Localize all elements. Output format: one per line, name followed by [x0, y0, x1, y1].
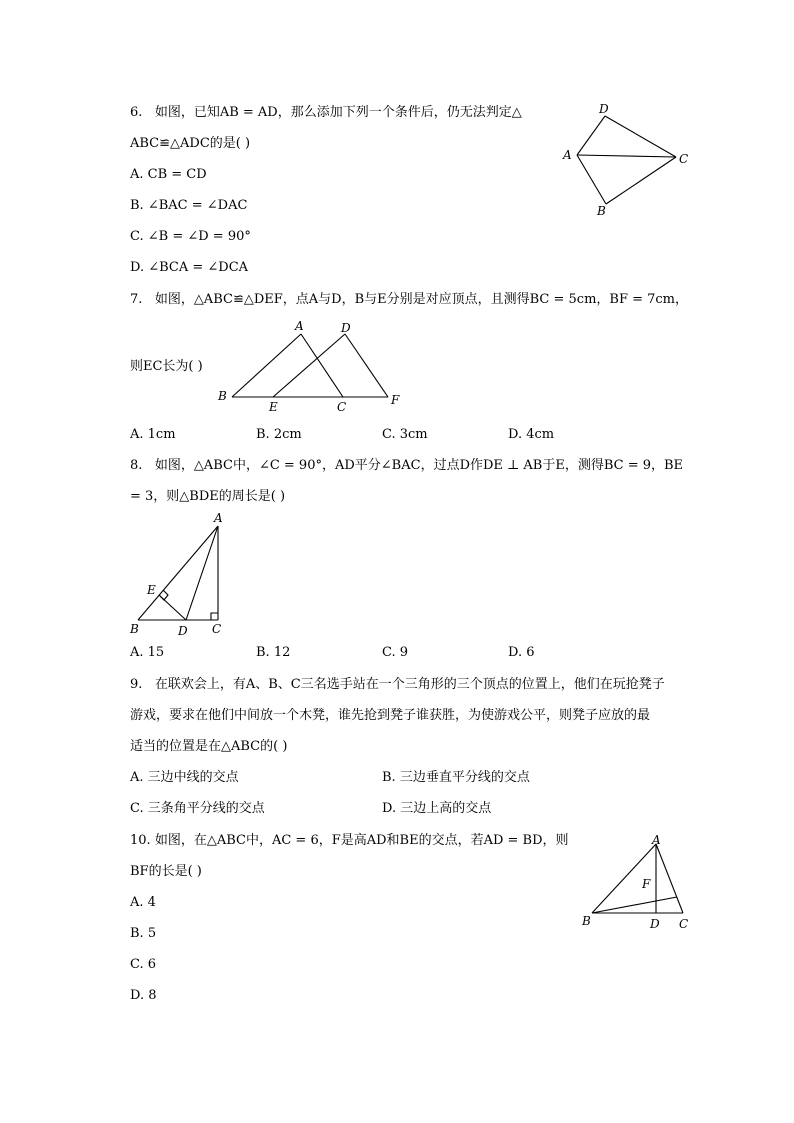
- label-e: E: [269, 400, 278, 414]
- question-6-stem-line-2: ABC≌△ADC的是( ): [130, 136, 251, 151]
- question-10-option-c[interactable]: C. 6: [130, 957, 157, 972]
- label-d: D: [599, 102, 609, 116]
- segment-ed: [273, 334, 345, 397]
- question-7-text-1: 如图，△ABC≌△DEF，点A与D，B与E分别是对应顶点，且测得BC = 5cm，BF = 7cm，: [154, 292, 689, 307]
- label-e: E: [147, 583, 156, 597]
- question-7-option-a[interactable]: A. 1cm: [130, 427, 176, 442]
- question-8-option-c[interactable]: C. 9: [382, 645, 409, 660]
- question-10-text-1: 如图，在△ABC中，AC = 6，F是高AD和BE的交点，若AD = BD，则: [154, 833, 569, 848]
- question-8-text-1: 如图，△ABC中，∠C = 90°，AD平分∠BAC，过点D作DE ⊥ AB于E，测得BC = 9，BE: [154, 458, 684, 473]
- segment-df: [345, 334, 388, 397]
- question-7-option-d[interactable]: D. 4cm: [508, 427, 555, 442]
- label-b: B: [130, 622, 139, 636]
- question-6-number: 6.: [130, 105, 143, 120]
- label-d: D: [650, 917, 660, 931]
- question-10-stem-line-2: BF的长是( ): [130, 864, 202, 879]
- segment-ba: [232, 334, 301, 397]
- question-7-stem-line-1: [130, 290, 688, 310]
- question-9-option-d[interactable]: D. 三边上高的交点: [382, 801, 492, 816]
- question-6-text-1: 如图，已知AB = AD，那么添加下列一个条件后，仍无法判定△: [154, 105, 522, 120]
- question-10-option-d[interactable]: D. 8: [130, 988, 157, 1003]
- question-9-option-b[interactable]: B. 三边垂直平分线的交点: [382, 770, 530, 785]
- question-10-option-a[interactable]: A. 4: [130, 895, 156, 910]
- question-6-option-a[interactable]: A. CB = CD: [130, 167, 207, 182]
- question-9-stem-line-2: 游戏，要求在他们中间放一个木凳，谁先抢到凳子谁获胜，为使游戏公平，则凳子应放的最: [130, 708, 651, 723]
- question-8-stem-line-2: = 3，则△BDE的周长是( ): [130, 489, 286, 504]
- question-10-number: 10.: [130, 833, 151, 848]
- segment-ab: [577, 155, 606, 204]
- label-a: A: [652, 833, 661, 847]
- question-8-option-a[interactable]: A. 15: [130, 645, 165, 660]
- label-a: A: [295, 319, 304, 333]
- question-6-option-c[interactable]: C. ∠B = ∠D = 90°: [130, 229, 251, 244]
- segment-ac: [577, 155, 676, 157]
- label-c: C: [679, 917, 689, 931]
- question-9-option-a[interactable]: A. 三边中线的交点: [130, 770, 239, 785]
- question-8-number: 8.: [130, 458, 143, 473]
- question-8-option-d[interactable]: D. 6: [508, 645, 535, 660]
- label-a: A: [214, 511, 223, 525]
- question-9-option-c[interactable]: C. 三条角平分线的交点: [130, 801, 265, 816]
- question-9-stem-line-1: [130, 675, 665, 695]
- question-10-stem-line-1: [130, 831, 569, 851]
- segment-ba: [138, 526, 218, 620]
- question-8-stem-line-1: [130, 456, 683, 476]
- label-d: D: [178, 624, 188, 638]
- question-6-figure: [555, 95, 705, 225]
- label-f: F: [391, 393, 400, 407]
- segment-ad: [186, 526, 218, 620]
- label-c: C: [679, 152, 689, 166]
- segment-bc: [606, 157, 676, 204]
- question-8-figure: [125, 510, 235, 640]
- segment-ad: [577, 116, 605, 155]
- question-6-stem-line-1: [130, 103, 522, 123]
- question-8-option-b[interactable]: B. 12: [256, 645, 291, 660]
- segment-ac: [656, 844, 683, 913]
- question-7-figure: [215, 318, 405, 418]
- question-7-option-c[interactable]: C. 3cm: [382, 427, 428, 442]
- question-9-stem-line-3: 适当的位置是在△ABC的( ): [130, 739, 288, 754]
- label-c: C: [212, 622, 222, 636]
- label-a: A: [563, 148, 572, 162]
- label-c: C: [337, 400, 347, 414]
- question-10-figure: [578, 832, 698, 937]
- right-angle-mark-c: [211, 613, 218, 620]
- label-b: B: [218, 389, 227, 403]
- question-7-stem-line-2: 则EC长为( ): [130, 359, 203, 374]
- label-d: D: [341, 321, 351, 335]
- question-10-option-b[interactable]: B. 5: [130, 926, 157, 941]
- question-9-number: 9.: [130, 677, 143, 692]
- segment-dc: [605, 116, 676, 157]
- segment-ac: [301, 334, 343, 397]
- question-9-text-1: 在联欢会上，有A、B、C三名选手站在一个三角形的三个顶点的位置上，他们在玩抢凳子: [154, 677, 665, 692]
- label-f: F: [642, 877, 651, 891]
- label-b: B: [582, 914, 591, 928]
- question-6-option-d[interactable]: D. ∠BCA = ∠DCA: [130, 260, 249, 275]
- label-b: B: [597, 204, 606, 218]
- question-7-number: 7.: [130, 292, 143, 307]
- question-6-option-b[interactable]: B. ∠BAC = ∠DAC: [130, 198, 248, 213]
- question-7-option-b[interactable]: B. 2cm: [256, 427, 302, 442]
